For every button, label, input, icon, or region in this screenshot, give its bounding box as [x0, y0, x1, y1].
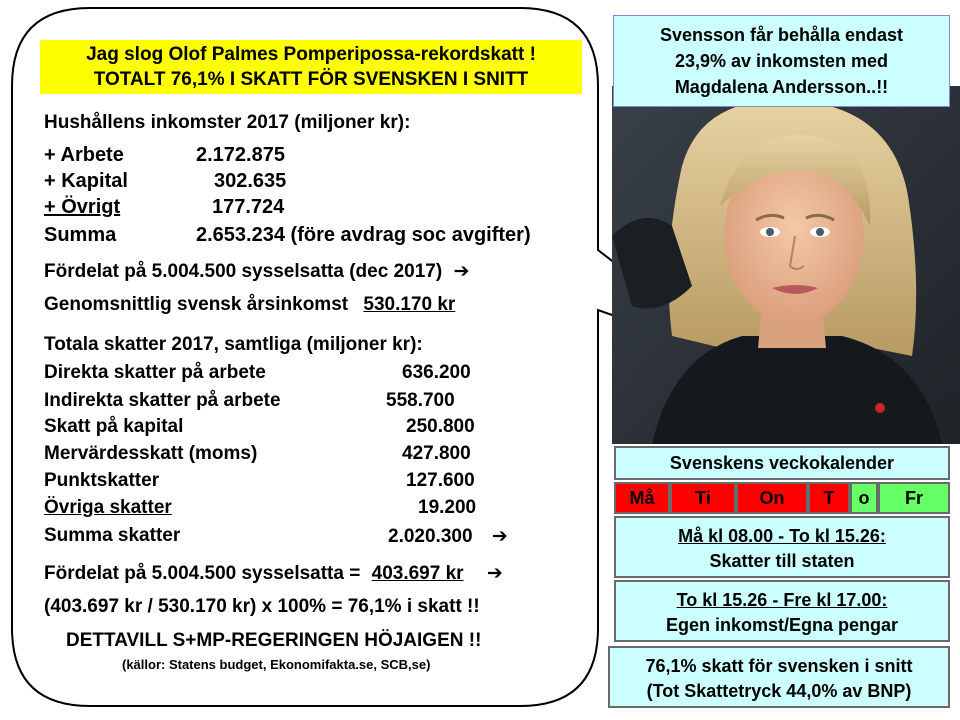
tax-ovriga-row [44, 497, 486, 519]
per-person-label: Fördelat på 5.004.500 sysselsatta = [44, 563, 361, 584]
calendar-day-tuesday: Ti [670, 482, 736, 514]
distribution-line1 [44, 260, 469, 283]
income-ovrigt-row [44, 196, 296, 219]
summary-line1: 76,1% skatt för svensken i snitt [645, 656, 913, 676]
arrow-right-icon: ➔ [486, 563, 503, 584]
own-period-line2: Egen inkomst/Egna pengar [665, 615, 899, 635]
income-value-summa: 2.653.234 (före avdrag soc avgifter) [196, 224, 531, 246]
calendar-title: Svenskens veckokalender [614, 446, 950, 480]
per-person-value: 403.697 kr [371, 563, 464, 584]
income-label-arbete: + Arbete [44, 144, 124, 166]
income-label-ovrigt: + Övrigt [44, 196, 121, 218]
tax-value-direkta: 636.200 [402, 362, 471, 383]
quote-line2: 23,9% av inkomsten med [674, 51, 889, 71]
income-label-kapital: + Kapital [44, 170, 128, 192]
income-value-ovrigt: 177.724 [212, 196, 285, 218]
quote-line3: Magdalena Andersson..!! [674, 77, 889, 97]
tax-label-punkt: Punktskatter [44, 470, 160, 491]
calendar-day-thursday-second: o [850, 482, 878, 514]
per-person-line [44, 562, 503, 585]
tax-value-indirekta: 558.700 [386, 390, 455, 411]
tax-period-line1: Må kl 08.00 - To kl 15.26: [678, 526, 886, 546]
tax-value-summa: 2.020.300 [388, 526, 473, 547]
quote-line1: Svensson får behålla endast [659, 25, 904, 45]
own-period-box [614, 580, 950, 642]
calculation: (403.697 kr / 530.170 kr) x 100% = 76,1% i skatt !! [44, 596, 480, 617]
tax-value-ovriga: 19.200 [418, 497, 477, 518]
income-title: Hushållens inkomster 2017 (miljoner kr): [44, 112, 411, 133]
income-value-arbete: 2.172.875 [196, 144, 285, 166]
tax-label-ovriga: Övriga skatter [44, 497, 172, 518]
own-period-line1: To kl 15.26 - Fre kl 17.00: [676, 590, 888, 610]
taxes-title: Totala skatter 2017, samtliga (miljoner kr): [44, 334, 423, 355]
tax-period-line2: Skatter till staten [709, 551, 855, 571]
calendar-day-thursday-first: T [808, 482, 850, 514]
distribution-line2 [44, 294, 455, 316]
average-income-value: 530.170 kr [363, 294, 456, 315]
tax-label-kapital: Skatt på kapital [44, 416, 184, 437]
average-income-label: Genomsnittlig svensk årsinkomst [44, 294, 349, 315]
tax-label-moms: Mervärdesskatt (moms) [44, 443, 258, 464]
headline-line2: TOTALT 76,1% I SKATT FÖR SVENSKEN I SNITT [93, 69, 529, 90]
quote-box [613, 15, 950, 107]
tax-label-indirekta: Indirekta skatter på arbete [44, 390, 281, 411]
summary-line2: (Tot Skattetryck 44,0% av BNP) [646, 681, 912, 701]
calendar-day-wednesday: On [736, 482, 808, 514]
arrow-right-icon: ➔ [453, 261, 470, 282]
tax-value-punkt: 127.600 [406, 470, 475, 491]
headline-line1: Jag slog Olof Palmes Pomperipossa-rekordskatt ! [86, 44, 536, 65]
tax-period-box [614, 516, 950, 578]
tax-label-summa: Summa skatter [44, 525, 181, 546]
tax-label-direkta: Direkta skatter på arbete [44, 362, 266, 383]
tax-summa-row [388, 525, 508, 548]
income-label-summa: Summa [44, 224, 117, 246]
income-value-kapital: 302.635 [214, 170, 287, 192]
slogan: DETTAVILL S+MP-REGERINGEN HÖJAIGEN !! [66, 630, 482, 651]
arrow-right-icon: ➔ [491, 526, 508, 547]
tax-value-moms: 427.800 [402, 443, 471, 464]
distribution-text: Fördelat på 5.004.500 sysselsatta (dec 2017) [44, 261, 443, 282]
sources: (källor: Statens budget, Ekonomifakta.se, SCB,se) [122, 657, 431, 672]
portrait-photo [612, 86, 960, 444]
calendar-day-monday: Må [614, 482, 670, 514]
summary-box [608, 646, 950, 708]
tax-value-kapital: 250.800 [406, 416, 475, 437]
calendar-day-friday: Fr [878, 482, 950, 514]
headline [40, 40, 582, 94]
